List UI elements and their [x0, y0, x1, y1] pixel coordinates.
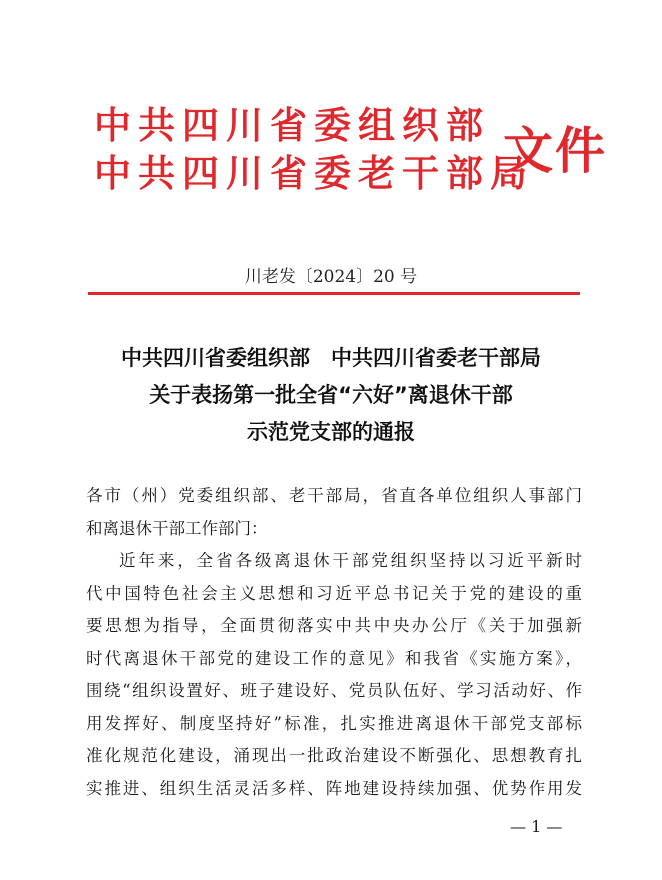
issuer-org-2: 中共四川省委老干部局 — [94, 151, 534, 195]
page-number: — 1 — — [510, 817, 563, 836]
title-line-3: 示范党支部的通报 — [247, 420, 415, 444]
document-type-label: 文件 — [503, 121, 607, 180]
document-header — [94, 103, 607, 204]
paragraph-line: 围绕“组织设置好、班子建设好、党员队伍好、学习活动好、作 — [86, 681, 582, 700]
title-line-2: 关于表扬第一批全省“六好”离退休干部 — [149, 383, 513, 407]
paragraph-line: 准化规范化建设，涌现出一批政治建设不断强化、思想教育扎 — [86, 746, 582, 765]
red-divider-line — [88, 292, 580, 295]
title-line-1: 中共四川省委组织部 中共四川省委老干部局 — [121, 346, 541, 370]
paragraph-line: 要思想为指导，全面贯彻落实中共中央办公厅《关于加强新 — [86, 616, 582, 635]
paragraph-line: 时代离退休干部党的建设工作的意见》和我省《实施方案》， — [86, 648, 582, 668]
paragraph-line: 代中国特色社会主义思想和习近平总书记关于党的建设的重 — [86, 583, 582, 603]
document-number: 川老发〔2024〕20 号 — [244, 267, 418, 287]
paragraph-line: 用发挥好、制度坚持好”标准，扎实推进离退休干部党支部标 — [86, 713, 582, 733]
address-line: 各市（州）党委组织部、老干部局，省直各单位组织人事部门 — [86, 486, 582, 505]
paragraph-line: 近年来，全省各级离退休干部党组织坚持以习近平新时 — [119, 551, 582, 570]
document-body — [86, 480, 582, 805]
address-line: 和离退休干部工作部门： — [86, 518, 268, 538]
paragraph-line: 实推进、组织生活灵活多样、阵地建设持续加强、优势作用发 — [86, 778, 582, 798]
issuer-org-1: 中共四川省委组织部 — [94, 103, 490, 147]
